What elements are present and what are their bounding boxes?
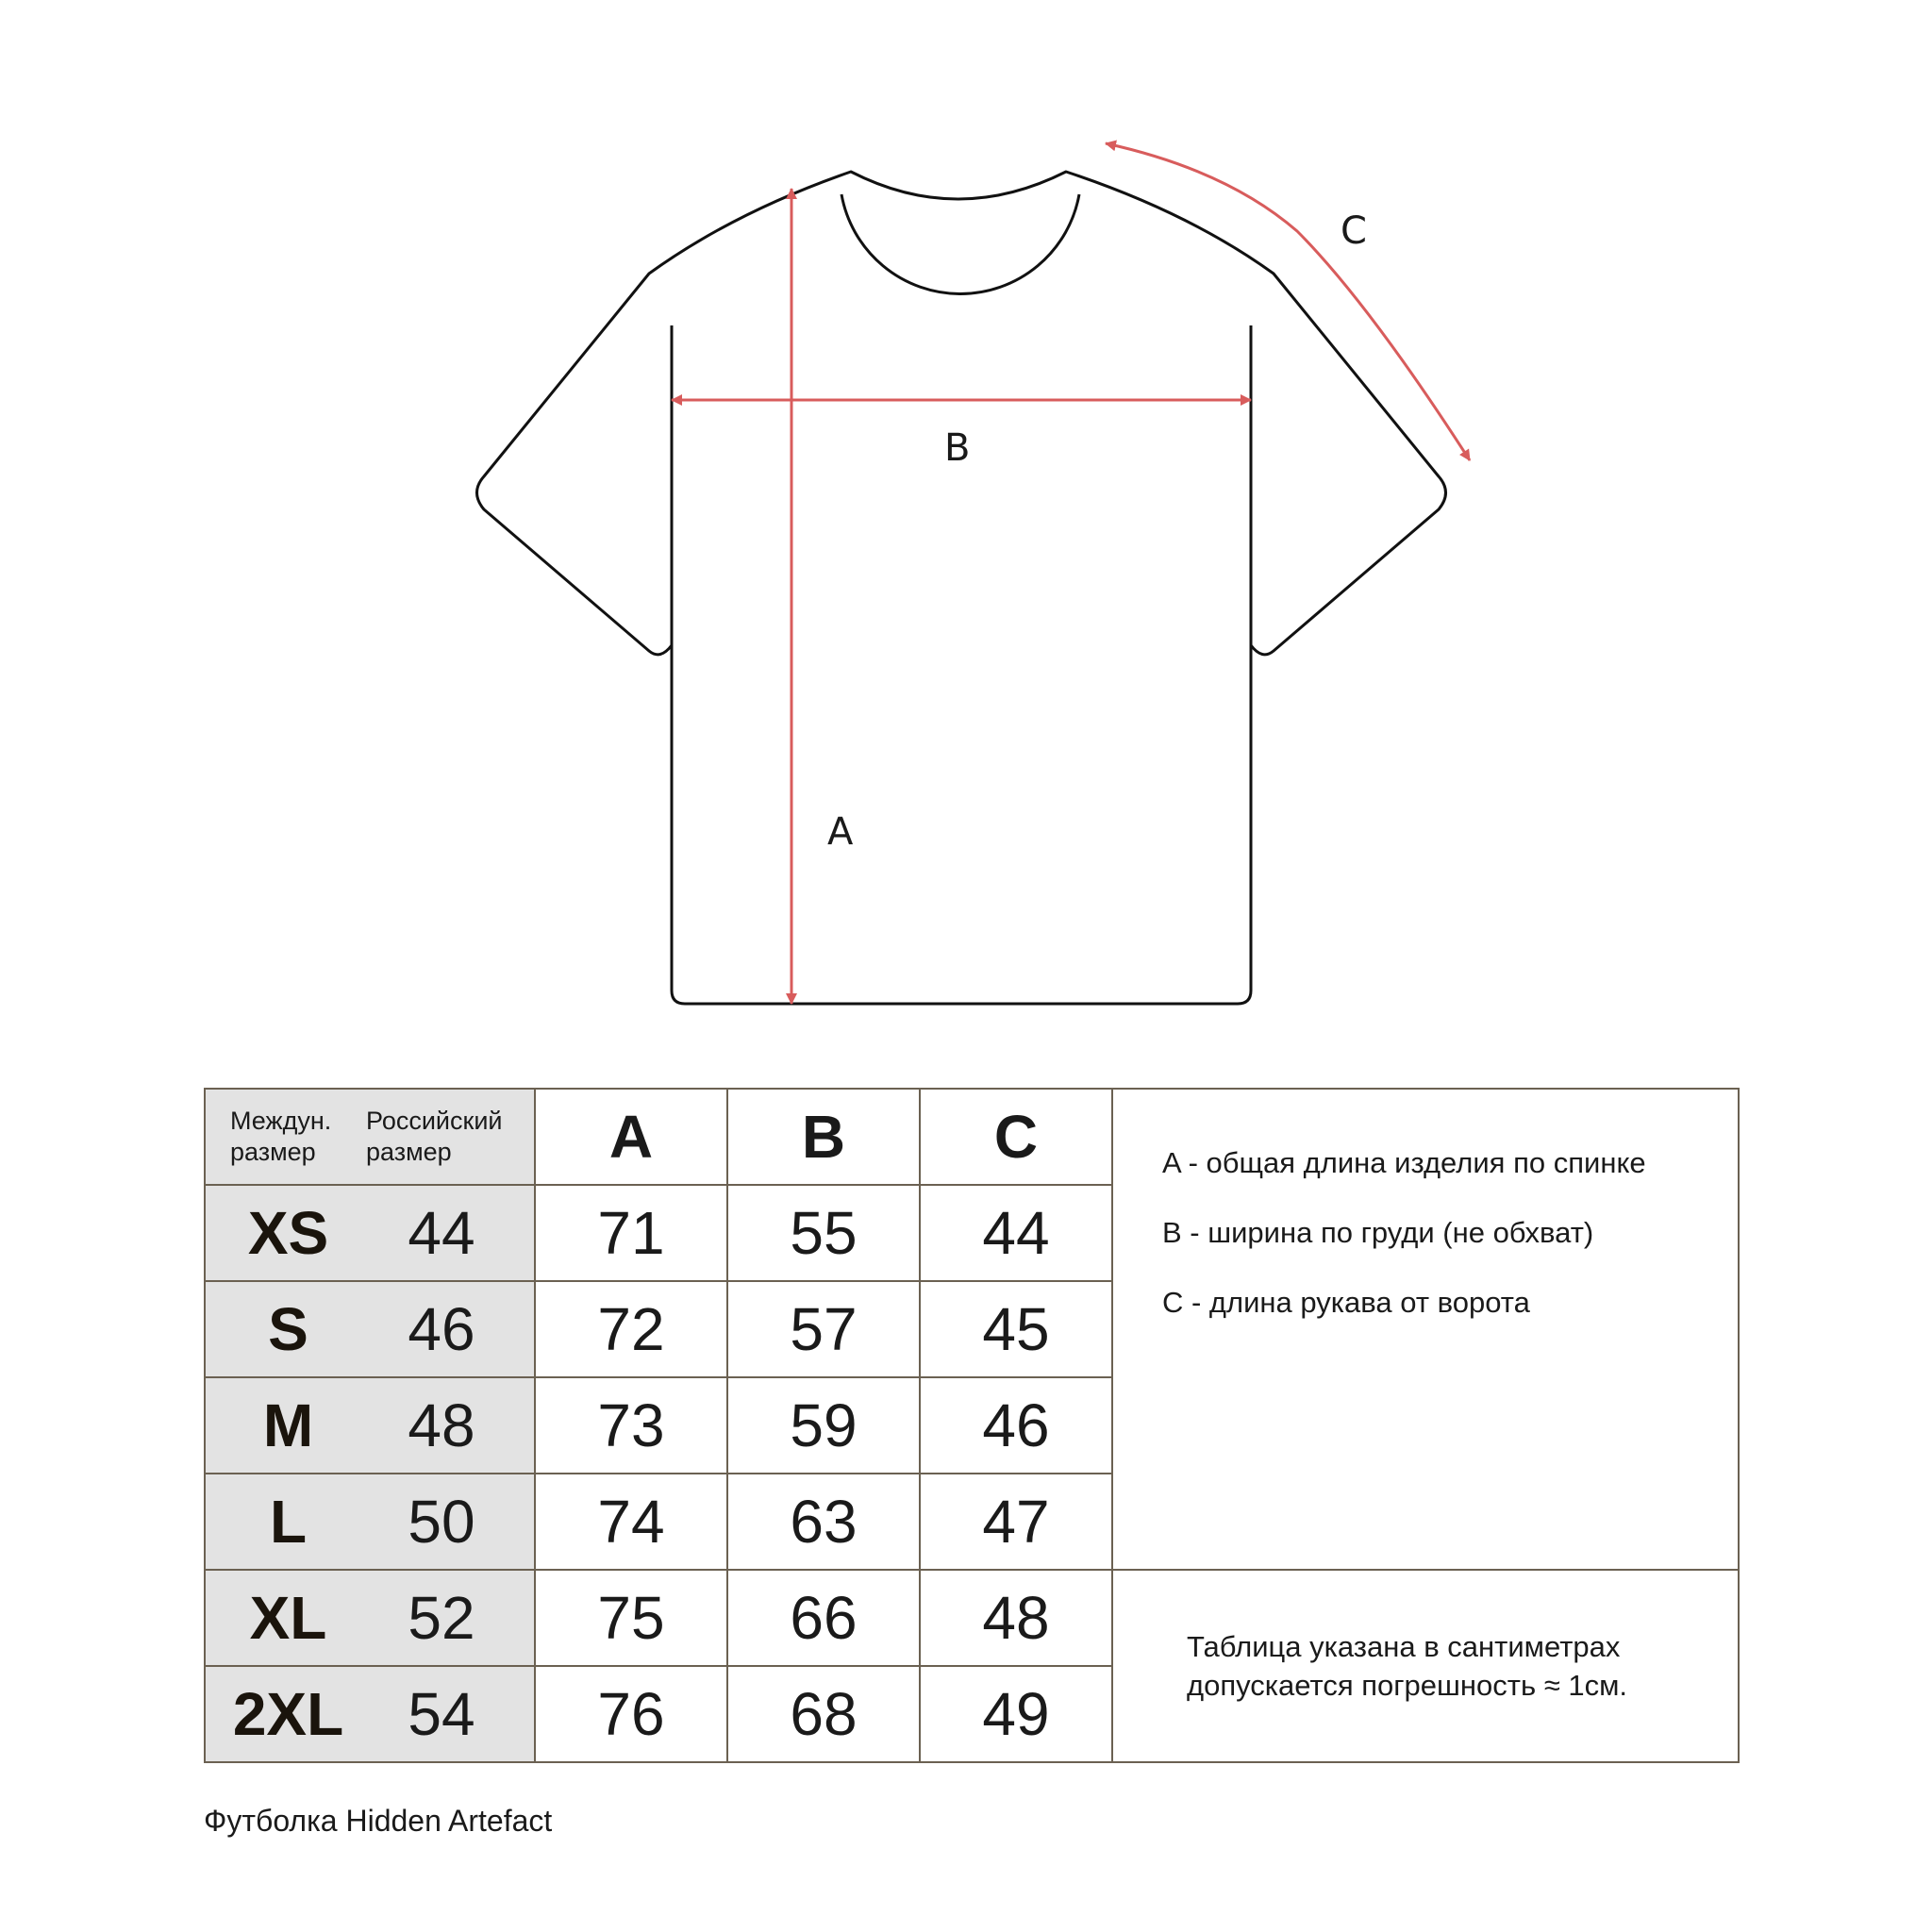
size-cell: [205, 1474, 535, 1570]
intl-size: M: [262, 1391, 314, 1459]
value-c: 44: [920, 1185, 1112, 1281]
value-b: 63: [727, 1474, 920, 1570]
intl-size: XL: [249, 1584, 327, 1652]
value-b: 55: [727, 1185, 920, 1281]
legend-b: B - ширина по груди (не обхват): [1162, 1216, 1594, 1249]
note-line-2: допускается погрешность ≈ 1см.: [1187, 1669, 1628, 1702]
value-b: 57: [727, 1281, 920, 1377]
intl-size: S: [268, 1295, 308, 1363]
header-col-c: C: [920, 1089, 1112, 1185]
rus-size: 50: [408, 1488, 475, 1556]
header-rus-size: [366, 1106, 502, 1168]
value-c: 47: [920, 1474, 1112, 1570]
value-c: 46: [920, 1377, 1112, 1474]
note-cell: [1112, 1570, 1739, 1762]
measure-c-arrow: [1106, 143, 1470, 460]
legend-cell: [1112, 1089, 1739, 1570]
header-col-a: A: [535, 1089, 727, 1185]
label-a: A: [827, 810, 854, 854]
value-c: 45: [920, 1281, 1112, 1377]
rus-size: 46: [408, 1295, 475, 1363]
product-title: Футболка Hidden Artefact: [204, 1804, 553, 1838]
legend-a: A - общая длина изделия по спинке: [1162, 1146, 1646, 1179]
intl-size: 2XL: [232, 1680, 344, 1748]
label-b: B: [944, 426, 971, 470]
size-cell: [205, 1666, 535, 1762]
header-intl-size: [230, 1106, 366, 1168]
size-cell: [205, 1281, 535, 1377]
header-intl-line2: размер: [230, 1138, 316, 1166]
value-a: 72: [535, 1281, 727, 1377]
size-cell: [205, 1185, 535, 1281]
legend-c: C - длина рукава от ворота: [1162, 1286, 1530, 1319]
label-c: C: [1341, 209, 1367, 253]
header-rus-line1: Российский: [366, 1107, 503, 1135]
intl-size: XS: [247, 1199, 329, 1267]
intl-size: L: [269, 1488, 308, 1556]
value-a: 75: [535, 1570, 727, 1666]
header-intl-line1: Междун.: [230, 1107, 332, 1135]
value-c: 49: [920, 1666, 1112, 1762]
note-line-1: Таблица указана в сантиметрах: [1187, 1630, 1621, 1663]
size-cell: [205, 1377, 535, 1474]
table-row: [205, 1570, 1739, 1666]
header-col-b: B: [727, 1089, 920, 1185]
neckline: [841, 194, 1079, 293]
rus-size: 52: [408, 1584, 475, 1652]
value-a: 76: [535, 1666, 727, 1762]
rus-size: 54: [408, 1680, 475, 1748]
header-rus-line2: размер: [366, 1138, 452, 1166]
value-b: 68: [727, 1666, 920, 1762]
value-a: 71: [535, 1185, 727, 1281]
header-size-cell: [205, 1089, 535, 1185]
value-a: 73: [535, 1377, 727, 1474]
size-cell: [205, 1570, 535, 1666]
value-b: 59: [727, 1377, 920, 1474]
table-header-row: [205, 1089, 1739, 1185]
value-c: 48: [920, 1570, 1112, 1666]
size-table: [204, 1088, 1740, 1763]
tshirt-outline: [477, 172, 1446, 1004]
value-a: 74: [535, 1474, 727, 1570]
value-b: 66: [727, 1570, 920, 1666]
rus-size: 48: [408, 1391, 475, 1459]
rus-size: 44: [408, 1199, 475, 1267]
